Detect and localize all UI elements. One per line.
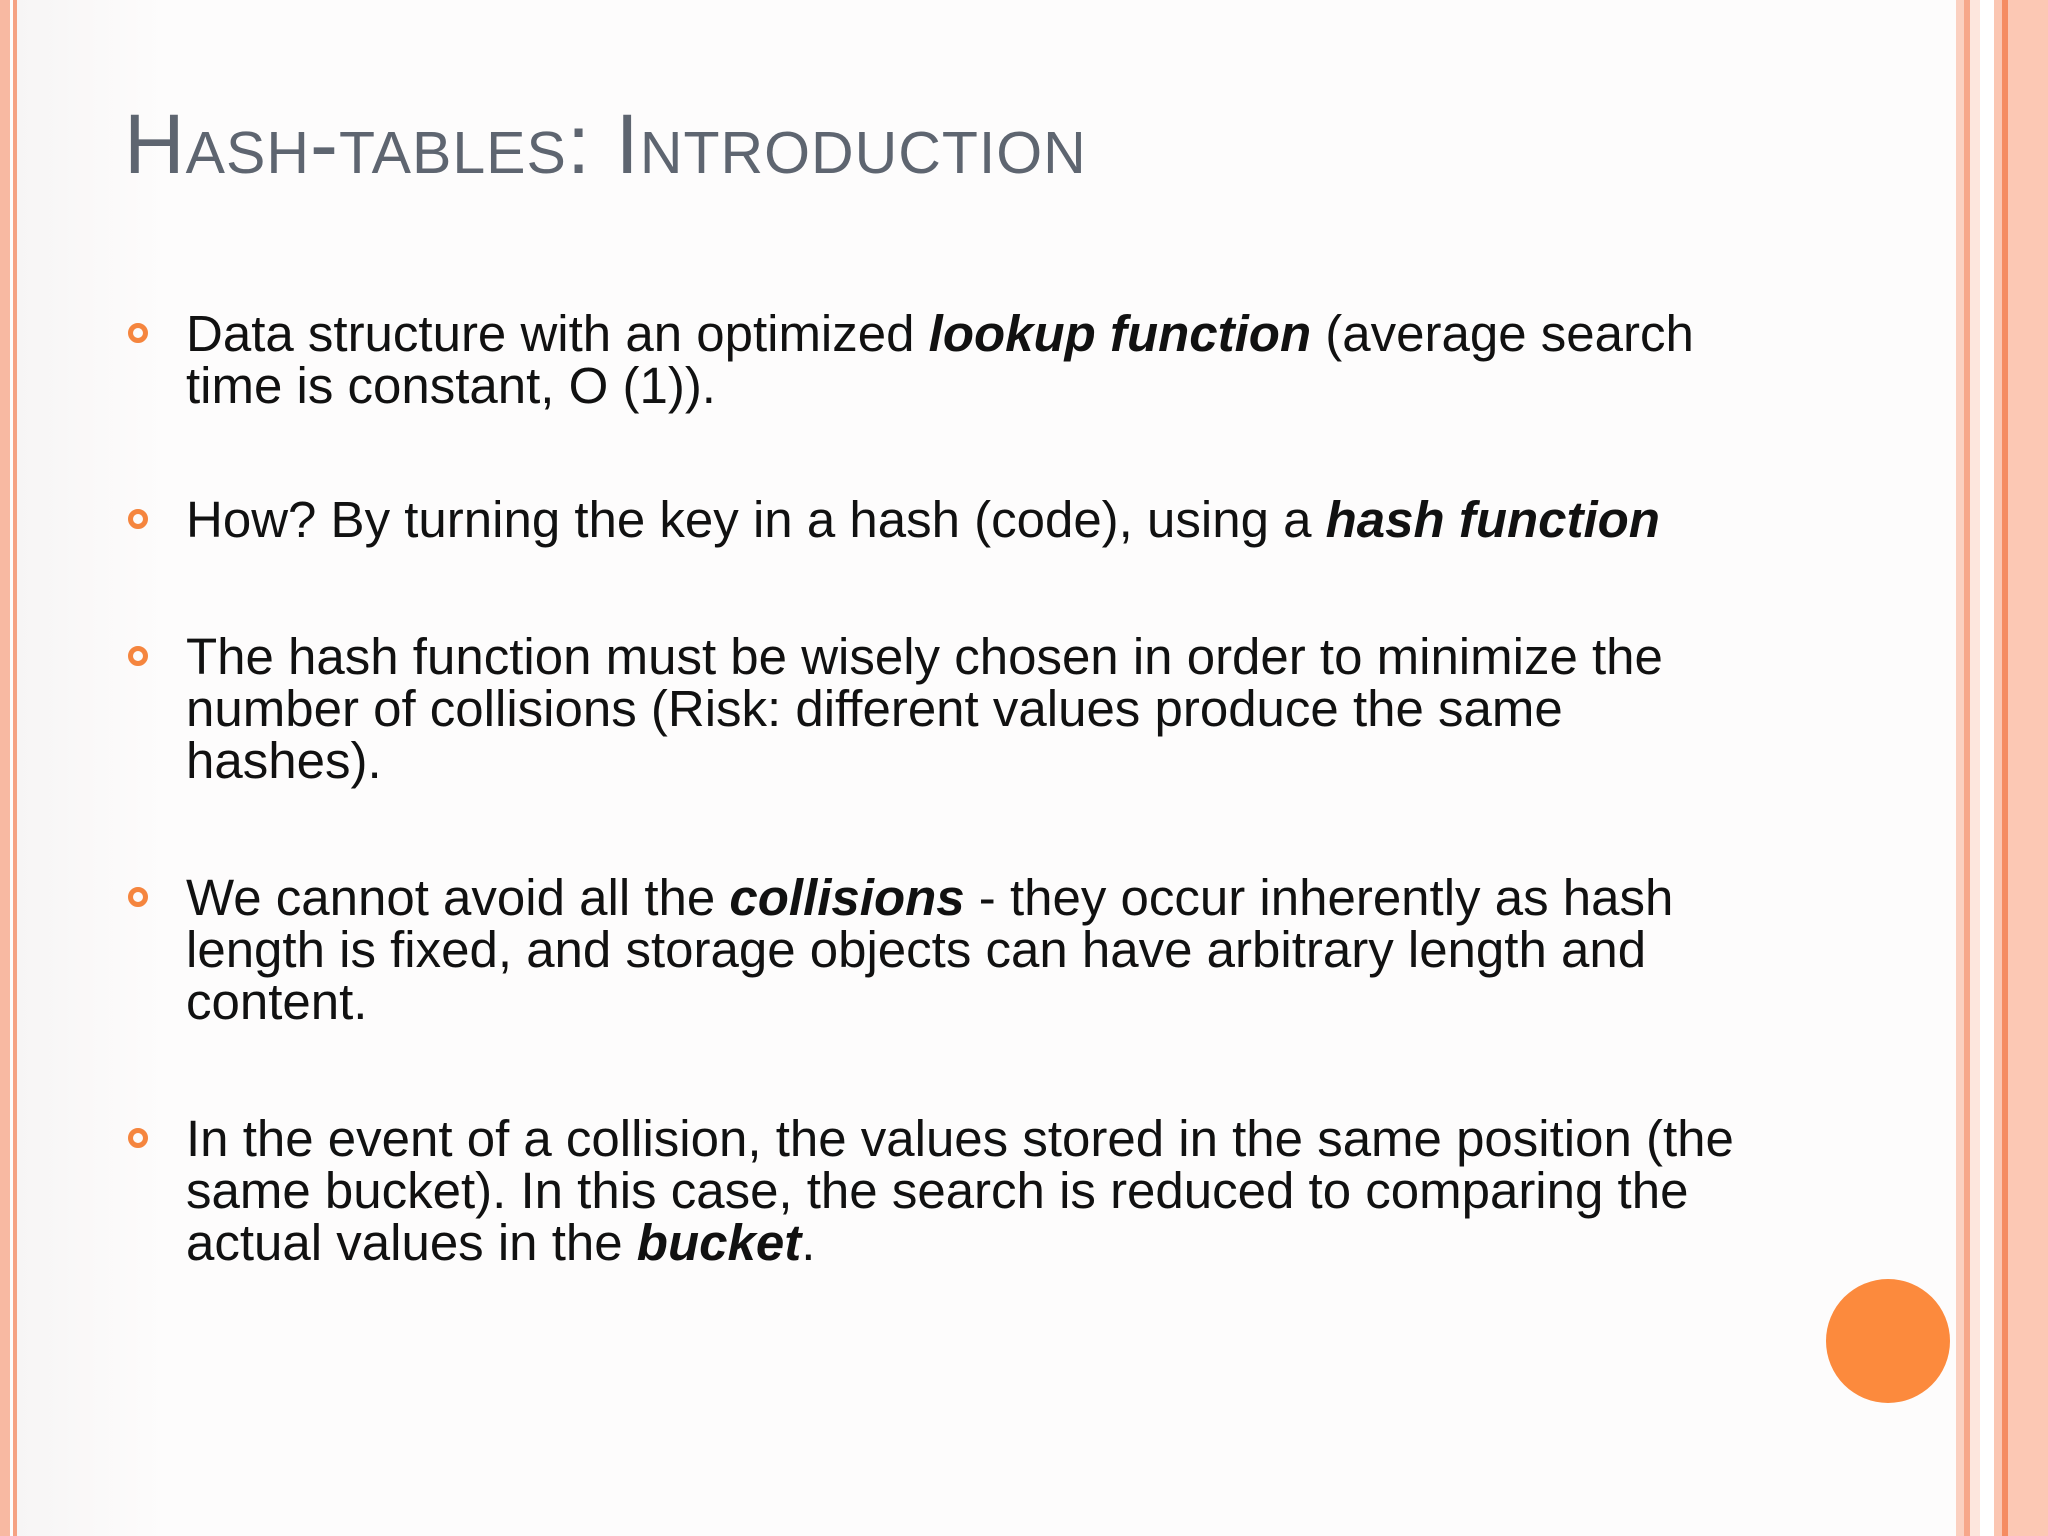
bullet-item bbox=[128, 628, 1768, 789]
bullet-emphasis: lookup function bbox=[928, 305, 1312, 362]
bullet-emphasis: bucket bbox=[636, 1214, 802, 1271]
bullet-list bbox=[128, 305, 1768, 1271]
slide-title: Hash-tables: Introduction bbox=[124, 97, 1087, 191]
bullet-item bbox=[128, 305, 1768, 414]
bullet-circle-icon bbox=[128, 646, 148, 666]
right-border-stripe bbox=[1956, 0, 1964, 1536]
bullet-emphasis: hash function bbox=[1325, 491, 1660, 548]
bullet-text: (average search time is constant, O (1)). bbox=[186, 305, 1694, 414]
right-border-stripe bbox=[1980, 0, 1994, 1536]
bullet-text: The hash function must be wisely chosen in order to minimize the number of collisions (Risk: different values produce the same hashes). bbox=[186, 628, 1663, 789]
bullet-text: How? By turning the key in a hash (code), using a bbox=[186, 491, 1326, 548]
right-border-stripe bbox=[2008, 0, 2048, 1536]
right-border-stripe bbox=[1994, 0, 2002, 1536]
bullet-text: . bbox=[801, 1214, 816, 1271]
bullet-item bbox=[128, 869, 1768, 1030]
decorative-orange-circle bbox=[1826, 1279, 1950, 1403]
bullet-item bbox=[128, 1110, 1768, 1271]
left-border-outer bbox=[0, 0, 10, 1536]
bullet-circle-icon bbox=[128, 1128, 148, 1148]
bullet-emphasis: collisions bbox=[729, 869, 965, 926]
bullet-text: Data structure with an optimized bbox=[186, 305, 929, 362]
bullet-text: In the event of a collision, the values stored in the same position (the same bucket). In this case, the search is reduced to comparing the actual values in the bbox=[186, 1110, 1734, 1271]
bullet-circle-icon bbox=[128, 323, 148, 343]
right-border-stripe bbox=[1970, 0, 1980, 1536]
bullet-text: - they occur inherently as hash length is fixed, and storage objects can have arbitrary length and content. bbox=[186, 869, 1674, 1030]
bullet-circle-icon bbox=[128, 509, 148, 529]
bullet-text: We cannot avoid all the bbox=[186, 869, 730, 926]
bullet-circle-icon bbox=[128, 887, 148, 907]
bullet-item bbox=[128, 491, 1768, 548]
